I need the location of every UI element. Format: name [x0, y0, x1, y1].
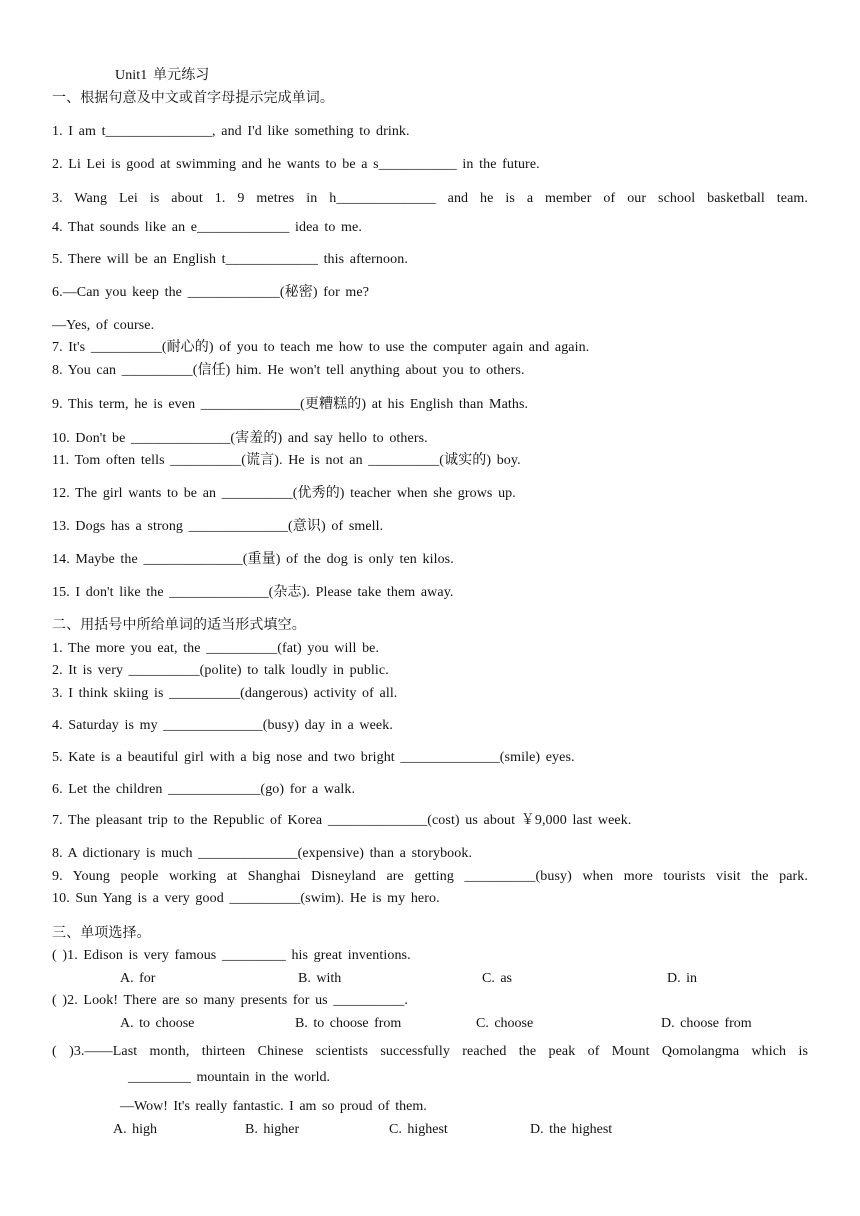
s2-item-8: 8. A dictionary is much ______________(expensive) than a storybook. [52, 846, 473, 861]
s3-q3-option-c: C. highest [389, 1122, 448, 1137]
s1-item-7: 7. It's __________(耐心的) of you to teach me how to use the computer again and again. [52, 340, 590, 355]
section1-heading: 一、根据句意及中文或首字母提示完成单词。 [52, 91, 334, 106]
s3-q2-option-b: B. to choose from [295, 1016, 402, 1031]
s3-q3-option-a: A. high [113, 1122, 157, 1137]
s3-q1-option-c: C. as [482, 971, 512, 986]
s3-q3-stem-continued: _________ mountain in the world. [128, 1070, 331, 1085]
section3-heading: 三、单项选择。 [52, 926, 151, 941]
s1-item-12: 12. The girl wants to be an __________(优秀的) teacher when she grows up. [52, 486, 516, 501]
s2-item-4: 4. Saturday is my ______________(busy) day in a week. [52, 718, 393, 733]
s3-q2-option-c: C. choose [476, 1016, 534, 1031]
s2-item-7: 7. The pleasant trip to the Republic of Korea ______________(cost) us about ￥9,000 last week. [52, 813, 632, 828]
s3-q3-option-d: D. the highest [530, 1122, 613, 1137]
s2-item-5: 5. Kate is a beautiful girl with a big nose and two bright ______________(smile) eyes. [52, 750, 575, 765]
s1-item-4: 4. That sounds like an e_____________ idea to me. [52, 220, 362, 235]
s3-q1-option-a: A. for [120, 971, 156, 986]
s1-item-8: 8. You can __________(信任) him. He won't tell anything about you to others. [52, 363, 525, 378]
s1-item-10: 10. Don't be ______________(害羞的) and say hello to others. [52, 431, 428, 446]
s1-item-2: 2. Li Lei is good at swimming and he wants to be a s___________ in the future. [52, 157, 540, 172]
s1-item-6: 6.—Can you keep the _____________(秘密) for me? [52, 285, 370, 300]
s3-q2-option-d: D. choose from [661, 1016, 752, 1031]
s3-q1-option-d: D. in [667, 971, 697, 986]
s1-item-6-answer: —Yes, of course. [52, 318, 155, 333]
page-title: Unit1 单元练习 [115, 68, 210, 83]
s3-q2-option-a: A. to choose [120, 1016, 195, 1031]
s3-q3-option-b: B. higher [245, 1122, 300, 1137]
s2-item-2: 2. It is very __________(polite) to talk loudly in public. [52, 663, 389, 678]
s1-item-9: 9. This term, he is even ______________(更糟糕的) at his English than Maths. [52, 397, 529, 412]
s3-q3-stem: ( )3.——Last month, thirteen Chinese scientists successfully reached the peak of Mount Qomolangma which is [52, 1044, 808, 1059]
s1-item-15: 15. I don't like the ______________(杂志). Please take them away. [52, 585, 454, 600]
s3-q1-option-b: B. with [298, 971, 342, 986]
s3-q2-stem: ( )2. Look! There are so many presents for us __________. [52, 993, 408, 1008]
section2-heading: 二、用括号中所给单词的适当形式填空。 [52, 618, 306, 633]
s2-item-1: 1. The more you eat, the __________(fat) you will be. [52, 641, 380, 656]
s1-item-13: 13. Dogs has a strong ______________(意识) of smell. [52, 519, 384, 534]
s1-item-14: 14. Maybe the ______________(重量) of the dog is only ten kilos. [52, 552, 454, 567]
s1-item-1: 1. I am t_______________, and I'd like something to drink. [52, 124, 410, 139]
s2-item-6: 6. Let the children _____________(go) for a walk. [52, 782, 356, 797]
s3-q1-stem: ( )1. Edison is very famous _________ his great inventions. [52, 948, 411, 963]
s1-item-3: 3. Wang Lei is about 1. 9 metres in h______________ and he is a member of our school basketball team. [52, 191, 808, 206]
s1-item-11: 11. Tom often tells __________(谎言). He is not an __________(诚实的) boy. [52, 453, 521, 468]
s3-q3-reply: —Wow! It's really fantastic. I am so proud of them. [120, 1099, 427, 1114]
s2-item-9: 9. Young people working at Shanghai Disneyland are getting __________(busy) when more tourists visit the park. [52, 869, 808, 884]
s2-item-10: 10. Sun Yang is a very good __________(swim). He is my hero. [52, 891, 440, 906]
s2-item-3: 3. I think skiing is __________(dangerous) activity of all. [52, 686, 398, 701]
s1-item-5: 5. There will be an English t_____________ this afternoon. [52, 252, 408, 267]
